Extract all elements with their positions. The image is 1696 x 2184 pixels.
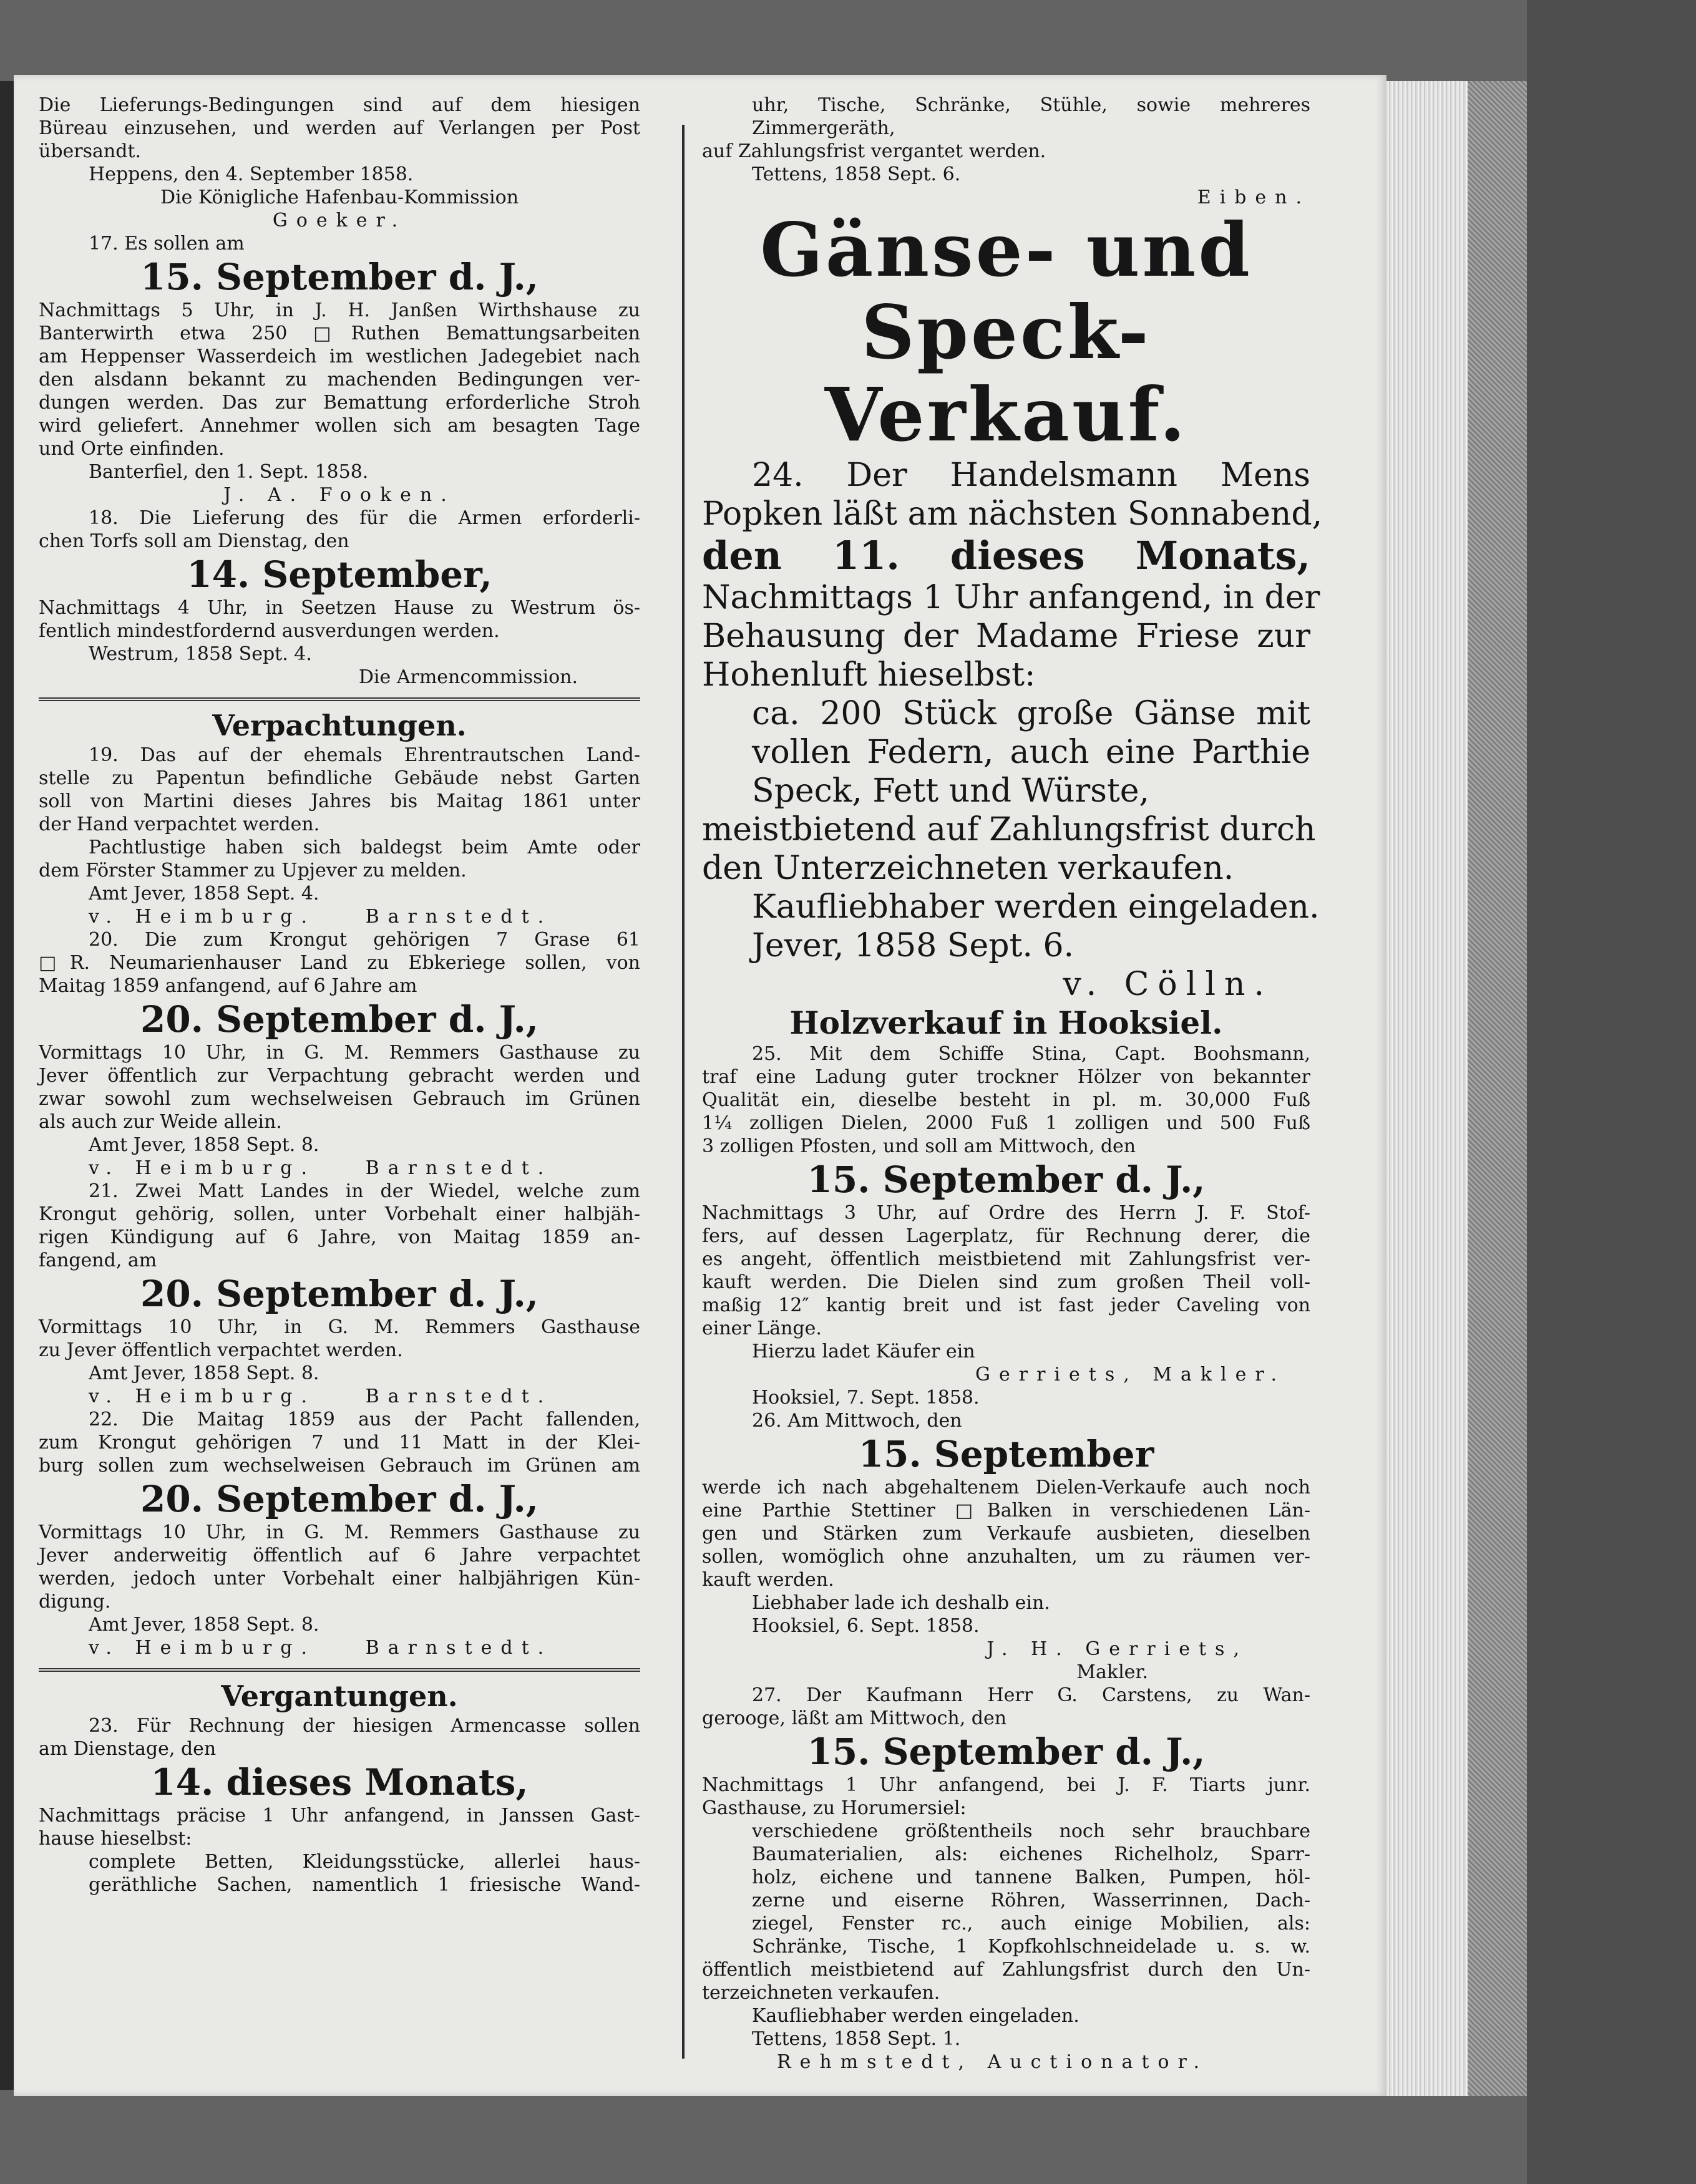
text-line: fers, auf dessen Lagerplatz, für Rechnung derer, die xyxy=(702,1225,1310,1247)
text-line: kauft werden. Die Dielen sind zum großen Theil voll- xyxy=(702,1271,1310,1293)
text-line: Pachtlustige haben sich baldegst beim Amte oder xyxy=(89,837,640,858)
place-date: Hooksiel, 7. Sept. 1858. xyxy=(752,1387,980,1409)
signature: Barnstedt. xyxy=(365,1157,553,1179)
section-heading: Verpachtungen. xyxy=(212,709,467,742)
date-heading: 15. September d. J., xyxy=(807,1158,1206,1201)
ad-date: den 11. dieses Monats, xyxy=(702,533,1310,578)
text-line: Zimmergeräth, xyxy=(752,117,895,139)
text-line: zu Jever öffentlich verpachtet werden. xyxy=(39,1339,403,1361)
ad-text: meistbietend auf Zahlungsfrist durch xyxy=(702,811,1316,848)
text-line: complete Betten, Kleidungsstücke, allerlei haus- xyxy=(89,1851,640,1873)
text-line: □R. Neumarienhauser Land zu Ebkeriege sollen, von xyxy=(39,952,640,974)
date-heading: 15. September d. J., xyxy=(807,1730,1206,1773)
text-line: soll von Martini dieses Jahres bis Maitag 1861 unter xyxy=(39,790,640,812)
place-date: Amt Jever, 1858 Sept. 8. xyxy=(89,1362,319,1384)
place-date: Banterfiel, den 1. Sept. 1858. xyxy=(89,461,369,483)
place-date: Amt Jever, 1858 Sept. 8. xyxy=(89,1614,319,1636)
date-heading: 15. September xyxy=(858,1433,1154,1475)
text-line: maßig 12″ kantig breit und ist fast jeder Caveling von xyxy=(702,1294,1310,1316)
text-line: terzeichneten verkaufen. xyxy=(702,1982,940,2004)
ad-text: vollen Federn, auch eine Parthie xyxy=(752,734,1310,771)
signature: Barnstedt. xyxy=(365,906,553,928)
text-line: Maitag 1859 anfangend, auf 6 Jahre am xyxy=(39,975,417,997)
text-line: stelle zu Papentun befindliche Gebäude nebst Garten xyxy=(39,767,640,789)
ad-text: Behausung der Madame Friese zur xyxy=(702,618,1310,655)
text-line: Qualität ein, dieselbe besteht in pl. m. 30,000 Fuß xyxy=(702,1089,1310,1111)
text-line: chen Torfs soll am Dienstag, den xyxy=(39,530,349,552)
stacked-page-edges xyxy=(1387,81,1468,2096)
date-heading: 15. September d. J., xyxy=(140,256,539,298)
ad-headline: Verkauf. xyxy=(824,371,1188,458)
ad-text: 24. Der Handelsmann Mens xyxy=(752,457,1310,494)
text-line: verschiedene größtentheils noch sehr brauchbare xyxy=(752,1820,1310,1842)
text-line: Nachmittags 1 Uhr anfangend, bei J. F. Tiarts junr. xyxy=(702,1774,1310,1796)
signature-row xyxy=(39,1157,640,1180)
notice-25: 25. Mit dem Schiffe Stina, Capt. Boohsmann, xyxy=(752,1043,1310,1065)
text-line: traf eine Ladung guter trockner Hölzer von bekannter xyxy=(702,1066,1310,1088)
ad-text: den Unterzeichneten verkaufen. xyxy=(702,850,1234,887)
text-line: werden, jedoch unter Vorbehalt einer halbjährigen Kün- xyxy=(39,1568,640,1589)
text-line: den alsdann bekannt zu machenden Bedingungen ver- xyxy=(39,369,640,391)
ad-text: Popken läßt am nächsten Sonnabend, xyxy=(702,495,1323,533)
signature: Barnstedt. xyxy=(365,1637,553,1659)
signature: Eiben. xyxy=(1197,187,1310,208)
notice-17: 17. Es sollen am xyxy=(89,233,245,255)
text-line: sollen, womöglich ohne anzuhalten, um zu räumen ver- xyxy=(702,1546,1310,1568)
text-line: fentlich mindestfordernd ausverdungen werden. xyxy=(39,620,500,642)
ad-headline: Gänse- und Speck- xyxy=(760,206,1252,376)
section-rule xyxy=(39,1668,640,1672)
text-line: uhr, Tische, Schränke, Stühle, sowie mehreres xyxy=(752,94,1310,116)
ad-text: Kaufliebhaber werden eingeladen. xyxy=(752,888,1320,926)
text-line: holz, eichene und tannene Balken, Pumpen, höl- xyxy=(752,1866,1310,1888)
text-line: Krongut gehörig, sollen, unter Vorbehalt einer halbjäh- xyxy=(39,1203,640,1225)
ad-signature: v. Cölln. xyxy=(1063,966,1273,1003)
ad-text: Hohenluft hieselbst: xyxy=(702,656,1036,694)
text-line: fangend, am xyxy=(39,1250,157,1271)
text-line: eine Parthie Stettiner □Balken in verschiedenen Län- xyxy=(702,1500,1310,1522)
notice-20: 20. Die zum Krongut gehörigen 7 Grase 61 xyxy=(89,929,640,951)
scan-margin xyxy=(1527,0,1696,2184)
notice-18: 18. Die Lieferung des für die Armen erforderli- xyxy=(89,507,640,529)
notice-21: 21. Zwei Matt Landes in der Wiedel, welche zum xyxy=(89,1180,640,1202)
text-line: öffentlich meistbietend auf Zahlungsfrist durch den Un- xyxy=(702,1959,1310,1981)
text-line: dem Förster Stammer zu Upjever zu melden. xyxy=(39,860,467,881)
place-date: Amt Jever, 1858 Sept. 4. xyxy=(89,883,319,905)
text-line: Büreau einzusehen, und werden auf Verlangen per Post xyxy=(39,117,640,139)
text-line: Vormittags 10 Uhr, in G. M. Remmers Gasthause zu xyxy=(39,1522,640,1543)
text-line: am Heppenser Wasserdeich im westlichen Jadegebiet nach xyxy=(39,346,640,367)
text-line: burg sollen zum wechselweisen Gebrauch im Grünen am xyxy=(39,1455,640,1477)
text-line: zum Krongut gehörigen 7 und 11 Matt in der Klei- xyxy=(39,1432,640,1454)
text-line: Banterwirth etwa 250 □Ruthen Bemattungsarbeiten xyxy=(39,323,640,344)
text-line: Nachmittags 3 Uhr, auf Ordre des Herrn J. F. Stof- xyxy=(702,1202,1310,1224)
signature: Die Armencommission. xyxy=(358,666,578,688)
ad-text: ca. 200 Stück große Gänse mit xyxy=(752,695,1310,732)
notice-23: 23. Für Rechnung der hiesigen Armencasse sollen xyxy=(89,1715,640,1737)
signature: v. Heimburg. xyxy=(89,1637,316,1659)
date-heading: 14. September, xyxy=(187,553,492,596)
signature-title: Makler. xyxy=(1076,1661,1148,1683)
text-line: gen und Stärken zum Verkaufe ausbieten, dieselben xyxy=(702,1523,1310,1545)
left-column xyxy=(39,94,640,1896)
signature-row xyxy=(39,1636,640,1659)
text-line: gerooge, läßt am Mittwoch, den xyxy=(702,1707,1007,1729)
text-line: Hierzu ladet Käufer ein xyxy=(752,1341,975,1362)
text-line: Nachmittags präcise 1 Uhr anfangend, in Janssen Gast- xyxy=(39,1805,640,1827)
ad-text: Nachmittags 1 Uhr anfangend, in der xyxy=(702,579,1320,616)
text-line: 3 zolligen Pfosten, und soll am Mittwoch, den xyxy=(702,1135,1136,1157)
text-line: Jever öffentlich zur Verpachtung gebracht werden und xyxy=(39,1065,640,1087)
signature: Rehmstedt, Auctionator. xyxy=(777,2051,1209,2073)
signature: v. Heimburg. xyxy=(89,1157,316,1179)
text-line: es angeht, öffentlich meistbietend mit Zahlungsfrist ver- xyxy=(702,1248,1310,1270)
text-line: hause hieselbst: xyxy=(39,1828,192,1850)
place-date: Hooksiel, 6. Sept. 1858. xyxy=(752,1615,980,1637)
text-line: ziegel, Fenster rc., auch einige Mobilien, als: xyxy=(752,1913,1310,1934)
signature: J. A. Fooken. xyxy=(223,484,456,506)
date-heading: 14. dieses Monats, xyxy=(150,1761,529,1803)
text-line: Die Lieferungs-Bedingungen sind auf dem hiesigen xyxy=(39,94,640,116)
text-line: als auch zur Weide allein. xyxy=(39,1111,282,1133)
signature: Gerriets, Makler. xyxy=(975,1364,1285,1386)
signature: v. Heimburg. xyxy=(89,906,316,928)
section-heading: Holzverkauf in Hooksiel. xyxy=(789,1004,1223,1041)
text-line: rigen Kündigung auf 6 Jahre, von Maitag 1859 an- xyxy=(39,1226,640,1248)
text-line: Gasthause, zu Horumersiel: xyxy=(702,1797,967,1819)
text-line: zwar sowohl zum wechselweisen Gebrauch im Grünen xyxy=(39,1088,640,1110)
ad-text: Speck, Fett und Würste, xyxy=(752,772,1150,810)
text-line: und Orte einfinden. xyxy=(39,438,225,460)
text-line: am Dienstage, den xyxy=(39,1738,217,1760)
text-line: Nachmittags 4 Uhr, in Seetzen Hause zu Westrum ös- xyxy=(39,597,640,619)
book-binding xyxy=(1468,81,1527,2096)
section-rule xyxy=(39,697,640,701)
text-line: werde ich nach abgehaltenem Dielen-Verkaufe auch noch xyxy=(702,1477,1310,1498)
text-line: kauft werden. xyxy=(702,1569,834,1591)
text-line: Vormittags 10 Uhr, in G. M. Remmers Gasthause xyxy=(39,1316,640,1338)
place-date: Tettens, 1858 Sept. 6. xyxy=(752,163,961,185)
text-line: auf Zahlungsfrist vergantet werden. xyxy=(702,140,1046,162)
notice-19: 19. Das auf der ehemals Ehrentrautschen Land- xyxy=(89,744,640,766)
signature: Barnstedt. xyxy=(365,1386,553,1407)
text-line: Baumaterialien, als: eichenes Richelholz, Sparr- xyxy=(752,1843,1310,1865)
text-line: digung. xyxy=(39,1591,111,1613)
notice-22: 22. Die Maitag 1859 aus der Pacht fallenden, xyxy=(89,1409,640,1430)
signature-row xyxy=(39,905,640,928)
notice-27: 27. Der Kaufmann Herr G. Carstens, zu Wan- xyxy=(752,1684,1310,1706)
text-line: zerne und eiserne Röhren, Wasserrinnen, Dach- xyxy=(752,1890,1310,1911)
text-line: geräthliche Sachen, namentlich 1 friesische Wand- xyxy=(89,1874,640,1896)
text-line: Kaufliebhaber werden eingeladen. xyxy=(752,2005,1079,2027)
date-heading: 20. September d. J., xyxy=(140,998,539,1041)
ad-place-date: Jever, 1858 Sept. 6. xyxy=(752,927,1075,964)
text-line: Liebhaber lade ich deshalb ein. xyxy=(752,1592,1050,1614)
text-line: Vormittags 10 Uhr, in G. M. Remmers Gasthause zu xyxy=(39,1042,640,1064)
signature: v. Heimburg. xyxy=(89,1386,316,1407)
text-line: übersandt. xyxy=(39,140,142,162)
text-line: Jever anderweitig öffentlich auf 6 Jahre verpachtet xyxy=(39,1545,640,1566)
signature: Die Königliche Hafenbau-Kommission xyxy=(160,187,519,208)
text-line: Nachmittags 5 Uhr, in J. H. Janßen Wirthshause zu xyxy=(39,299,640,321)
text-line: wird geliefert. Annehmer wollen sich am besagten Tage xyxy=(39,415,640,437)
right-column xyxy=(702,94,1323,2074)
section-heading: Vergantungen. xyxy=(221,1679,458,1713)
notice-26: 26. Am Mittwoch, den xyxy=(752,1410,962,1432)
date-heading: 20. September d. J., xyxy=(140,1478,539,1520)
place-date: Amt Jever, 1858 Sept. 8. xyxy=(89,1134,319,1156)
signature-row xyxy=(39,1385,640,1408)
place-date: Tettens, 1858 Sept. 1. xyxy=(752,2028,961,2050)
signature: J. H. Gerriets, xyxy=(987,1638,1248,1660)
text-line: dungen werden. Das zur Bemattung erforderliche Stroh xyxy=(39,392,640,414)
place-date: Heppens, den 4. September 1858. xyxy=(89,163,414,185)
date-heading: 20. September d. J., xyxy=(140,1273,539,1315)
text-line: Schränke, Tische, 1 Kopfkohlschneidelade u. s. w. xyxy=(752,1936,1310,1958)
column-divider xyxy=(682,125,685,2059)
signature: Goeker. xyxy=(272,210,407,231)
text-line: einer Länge. xyxy=(702,1318,822,1339)
place-date: Westrum, 1858 Sept. 4. xyxy=(89,643,312,665)
text-line: der Hand verpachtet werden. xyxy=(39,813,320,835)
left-page-edge xyxy=(0,81,14,2090)
text-line: 1¼ zolligen Dielen, 2000 Fuß 1 zolligen und 500 Fuß xyxy=(702,1112,1310,1134)
